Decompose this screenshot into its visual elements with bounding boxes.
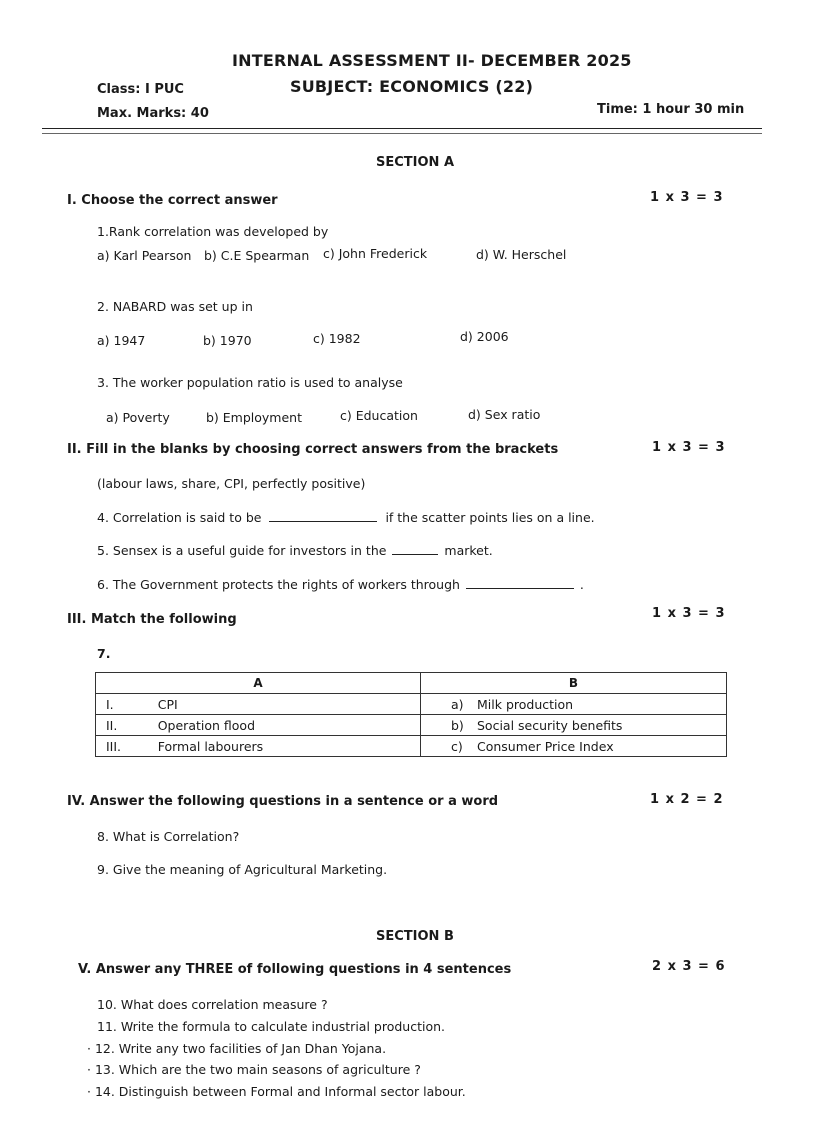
question-14: 14. Distinguish between Formal and Informal sector labour. bbox=[94, 1084, 466, 1099]
bullet-dot: · bbox=[87, 1084, 95, 1099]
question-12-row bbox=[87, 1041, 386, 1056]
section-a-title: SECTION A bbox=[376, 155, 455, 170]
column-b-item: Social security benefits bbox=[473, 715, 727, 736]
q5-text-after: market. bbox=[444, 543, 493, 558]
row-letter: b) bbox=[421, 715, 474, 736]
q6-blank bbox=[466, 576, 574, 589]
header-rule bbox=[42, 128, 762, 129]
time-allowed: Time: 1 hour 30 min bbox=[597, 102, 745, 117]
question-1: 1.Rank correlation was developed by bbox=[97, 224, 329, 239]
q4-text-before: 4. Correlation is said to be bbox=[97, 510, 262, 525]
part4-marks: 1 x 2 = 2 bbox=[650, 792, 724, 807]
part4-heading: IV. Answer the following questions in a sentence or a word bbox=[67, 794, 499, 809]
column-b-item: Consumer Price Index bbox=[473, 736, 727, 757]
q3-option-a: a) Poverty bbox=[106, 410, 170, 425]
bullet-dot: · bbox=[87, 1041, 95, 1056]
fill-blank-choices: (labour laws, share, CPI, perfectly positive) bbox=[97, 476, 366, 491]
question-2: 2. NABARD was set up in bbox=[97, 299, 253, 314]
part1-heading: I. Choose the correct answer bbox=[67, 193, 278, 208]
header-rule-thin bbox=[42, 133, 762, 134]
table-row bbox=[96, 715, 727, 736]
question-14-row bbox=[87, 1084, 466, 1099]
class-label: Class: I PUC bbox=[97, 82, 184, 97]
max-marks: Max. Marks: 40 bbox=[97, 106, 209, 121]
part2-marks: 1 x 3 = 3 bbox=[652, 440, 726, 455]
question-4 bbox=[97, 509, 595, 525]
question-8: 8. What is Correlation? bbox=[97, 829, 240, 844]
part3-marks: 1 x 3 = 3 bbox=[652, 606, 726, 621]
q5-text-before: 5. Sensex is a useful guide for investors in the bbox=[97, 543, 387, 558]
section-b-title: SECTION B bbox=[376, 929, 454, 944]
q4-blank bbox=[269, 509, 377, 522]
match-table bbox=[95, 672, 727, 757]
subject-title: SUBJECT: ECONOMICS (22) bbox=[290, 77, 534, 96]
column-b-item: Milk production bbox=[473, 694, 727, 715]
q6-text-before: 6. The Government protects the rights of workers through bbox=[97, 577, 460, 592]
row-number: I. bbox=[96, 694, 154, 715]
q4-text-after: if the scatter points lies on a line. bbox=[385, 510, 595, 525]
question-12: 12. Write any two facilities of Jan Dhan Yojana. bbox=[94, 1041, 387, 1056]
question-13-row bbox=[87, 1062, 421, 1077]
question-10: 10. What does correlation measure ? bbox=[97, 997, 328, 1012]
question-9: 9. Give the meaning of Agricultural Marketing. bbox=[97, 862, 388, 877]
row-number: III. bbox=[96, 736, 154, 757]
q3-option-d: d) Sex ratio bbox=[468, 407, 541, 422]
part1-marks: 1 x 3 = 3 bbox=[650, 190, 724, 205]
part2-heading: II. Fill in the blanks by choosing correct answers from the brackets bbox=[67, 442, 559, 457]
q1-option-b: b) C.E Spearman bbox=[204, 248, 310, 263]
part3-heading: III. Match the following bbox=[67, 612, 237, 627]
column-a-item: Formal labourers bbox=[154, 736, 421, 757]
question-13: 13. Which are the two main seasons of agriculture ? bbox=[94, 1062, 421, 1077]
row-number: II. bbox=[96, 715, 154, 736]
q2-option-a: a) 1947 bbox=[97, 333, 146, 348]
q1-option-c: c) John Frederick bbox=[323, 246, 428, 261]
table-row bbox=[96, 694, 727, 715]
bullet-dot: · bbox=[87, 1062, 95, 1077]
question-7: 7. bbox=[97, 646, 111, 661]
column-a-item: Operation flood bbox=[154, 715, 421, 736]
q1-option-a: a) Karl Pearson bbox=[97, 248, 192, 263]
q6-text-after: . bbox=[579, 577, 584, 592]
q2-option-d: d) 2006 bbox=[460, 329, 509, 344]
q3-option-c: c) Education bbox=[340, 408, 418, 423]
q5-blank bbox=[392, 542, 438, 555]
question-11: 11. Write the formula to calculate industrial production. bbox=[97, 1019, 445, 1034]
column-a-header: A bbox=[96, 673, 421, 694]
row-letter: c) bbox=[421, 736, 474, 757]
q3-option-b: b) Employment bbox=[206, 410, 303, 425]
part5-heading: V. Answer any THREE of following questions in 4 sentences bbox=[78, 962, 512, 977]
part5-marks: 2 x 3 = 6 bbox=[652, 959, 726, 974]
question-5 bbox=[97, 542, 493, 558]
column-b-header: B bbox=[421, 673, 727, 694]
table-row bbox=[96, 736, 727, 757]
q2-option-b: b) 1970 bbox=[203, 333, 252, 348]
q2-option-c: c) 1982 bbox=[313, 331, 361, 346]
column-a-item: CPI bbox=[154, 694, 421, 715]
q1-option-d: d) W. Herschel bbox=[476, 247, 567, 262]
exam-title: INTERNAL ASSESSMENT II- DECEMBER 2025 bbox=[232, 51, 632, 70]
row-letter: a) bbox=[421, 694, 474, 715]
question-3: 3. The worker population ratio is used to analyse bbox=[97, 375, 403, 390]
match-table-header bbox=[96, 673, 727, 694]
question-6 bbox=[97, 576, 584, 592]
